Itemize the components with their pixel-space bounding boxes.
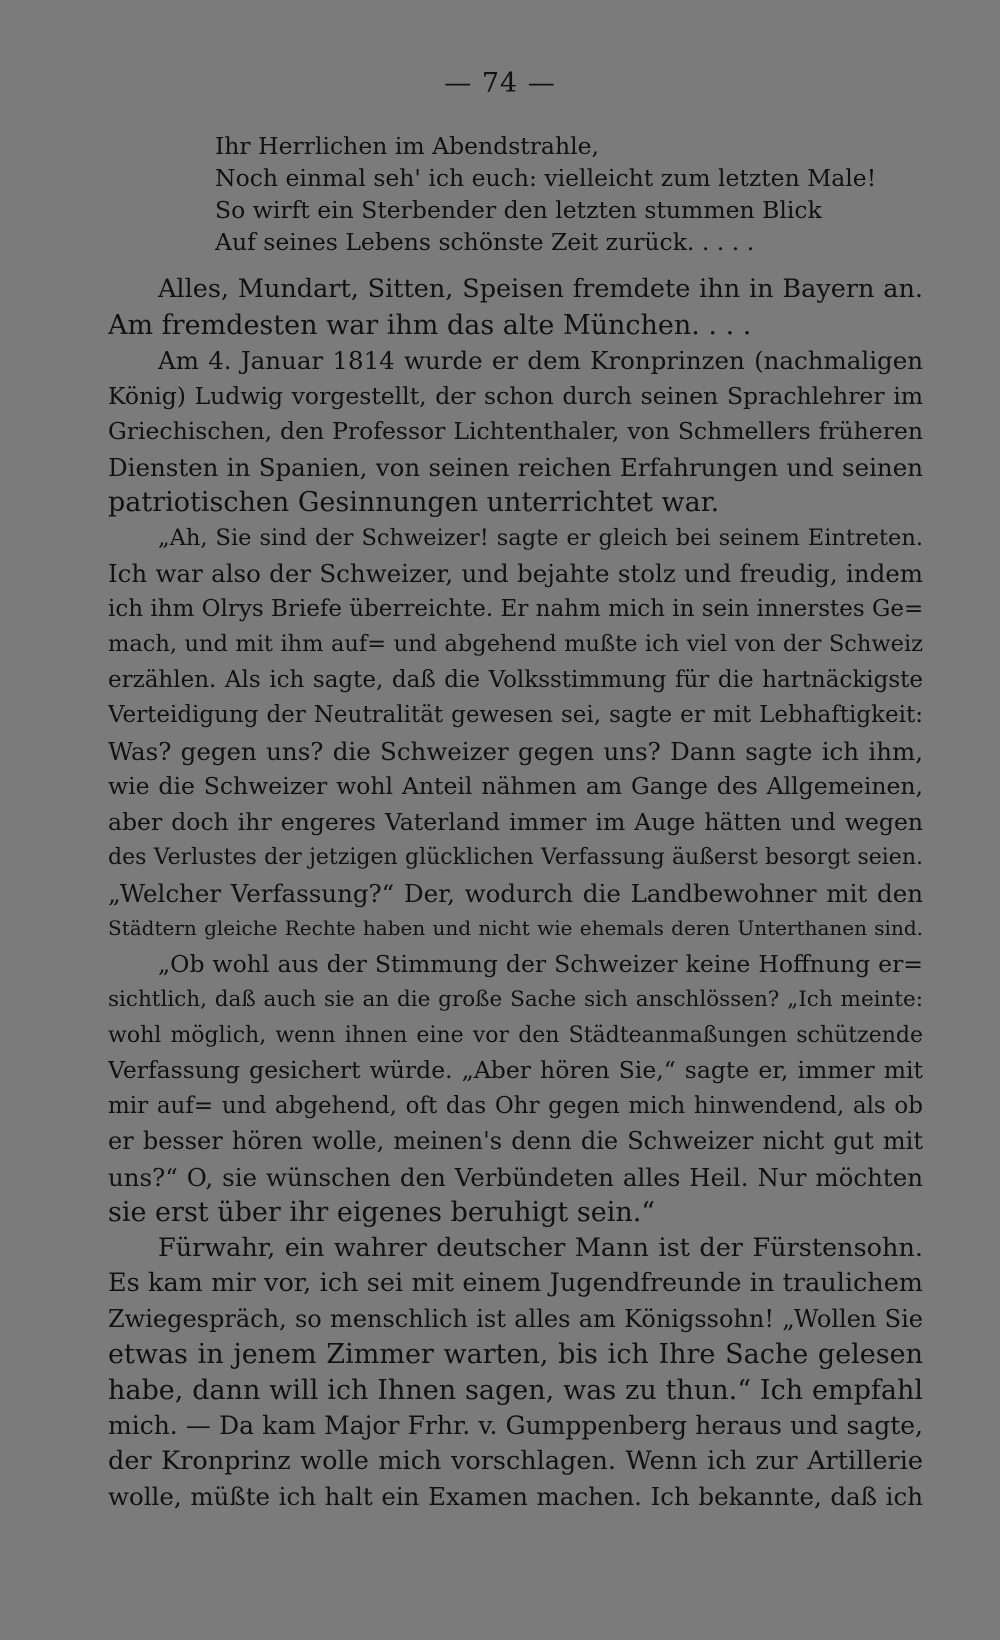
text-line: Griechischen, den Professor Lichtenthaler, von Schmellers früheren (108, 417, 923, 445)
text-line: mir auf= und abgehend, oft das Ohr gegen mich hinwendend, als ob (108, 1092, 923, 1119)
text-line: wie die Schweizer wohl Anteil nähmen am Gange des Allgemeinen, (108, 772, 923, 800)
text-line: erzählen. Als ich sagte, daß die Volksstimmung für die hartnäckigste (108, 666, 923, 693)
poem-stanza (215, 130, 915, 258)
text-line: „Welcher Verfassung?“ Der, wodurch die Landbewohner mit den (108, 878, 923, 908)
text-line: „Ob wohl aus der Stimmung der Schweizer keine Hoffnung er= (158, 949, 923, 978)
text-line: Alles, Mundart, Sitten, Speisen fremdete ihn in Bayern an. (158, 274, 923, 304)
text-line: „Ah, Sie sind der Schweizer! sagte er gleich bei seinem Eintreten. (158, 524, 923, 551)
text-line: sie erst über ihr eigenes beruhigt sein.“ (108, 1197, 656, 1228)
text-line: des Verlustes der jetzigen glücklichen Verfassung äußerst besorgt seien. (108, 845, 923, 870)
text-line: Am 4. Januar 1814 wurde er dem Kronprinzen (nachmaligen (158, 346, 923, 375)
poem-line: So wirft ein Sterbender den letzten stummen Blick (215, 196, 822, 224)
text-line: Zwiegespräch, so menschlich ist alles am Königssohn! „Wollen Sie (108, 1304, 923, 1333)
text-line: Was? gegen uns? die Schweizer gegen uns? Dann sagte ich ihm, (108, 736, 923, 766)
poem-line: Auf seines Lebens schönste Zeit zurück. . . . . (215, 228, 755, 256)
text-line: er besser hören wolle, meinen's denn die Schweizer nicht gut mit (108, 1127, 923, 1155)
text-line: Es kam mir vor, ich sei mit einem Jugendfreunde in traulichem (108, 1268, 923, 1298)
text-line: sichtlich, daß auch sie an die große Sache sich anschlössen? „Ich meinte: (108, 987, 923, 1012)
text-line: Verteidigung der Neutralität gewesen sei, sagte er mit Lebhaftigkeit: (108, 702, 923, 728)
text-line: der Kronprinz wolle mich vorschlagen. Wenn ich zur Artillerie (108, 1445, 923, 1476)
text-line: aber doch ihr engeres Vaterland immer im Auge hätten und wegen (108, 807, 923, 836)
poem-line: Noch einmal seh' ich euch: vielleicht zum letzten Male! (215, 164, 877, 192)
text-line: wohl möglich, wenn ihnen eine vor den Städteanmaßungen schützende (108, 1022, 923, 1048)
text-line: Verfassung gesichert würde. „Aber hören Sie,“ sagte er, immer mit (108, 1056, 923, 1084)
page-number: — 74 — (444, 68, 556, 99)
poem-line: Ihr Herrlichen im Abendstrahle, (215, 132, 599, 160)
text-line: mich. — Da kam Major Frhr. v. Gumppenberg heraus und sagte, (108, 1411, 923, 1440)
text-line: König) Ludwig vorgestellt, der schon durch seinen Sprachlehrer im (108, 381, 923, 410)
text-line: Am fremdesten war ihm das alte München. . . . (108, 309, 752, 341)
text-line: Diensten in Spanien, von seinen reichen Erfahrungen und seinen (108, 452, 923, 482)
text-line: ich ihm Olrys Briefe überreichte. Er nahm mich in sein innerstes Ge= (108, 595, 923, 622)
text-line: patriotischen Gesinnungen unterrichtet war. (108, 487, 720, 518)
text-line: etwas in jenem Zimmer warten, bis ich Ihre Sache gelesen (108, 1339, 923, 1370)
text-line: Ich war also der Schweizer, und bejahte stolz und freudig, indem (108, 559, 923, 588)
text-line: mach, und mit ihm auf= und abgehend mußte ich viel von der Schweiz (108, 631, 923, 657)
text-line: habe, dann will ich Ihnen sagen, was zu thun.“ Ich empfahl (108, 1374, 923, 1406)
text-line: wolle, müßte ich halt ein Examen machen. Ich bekannte, daß ich (108, 1482, 923, 1511)
text-line: Fürwahr, ein wahrer deutscher Mann ist der Fürstensohn. (158, 1232, 923, 1263)
text-line: uns?“ O, sie wünschen den Verbündeten alles Heil. Nur möchten (108, 1162, 923, 1192)
text-line: Städtern gleiche Rechte haben und nicht wie ehemals deren Unterthanen sind. (108, 916, 923, 940)
body-text (108, 272, 923, 1515)
